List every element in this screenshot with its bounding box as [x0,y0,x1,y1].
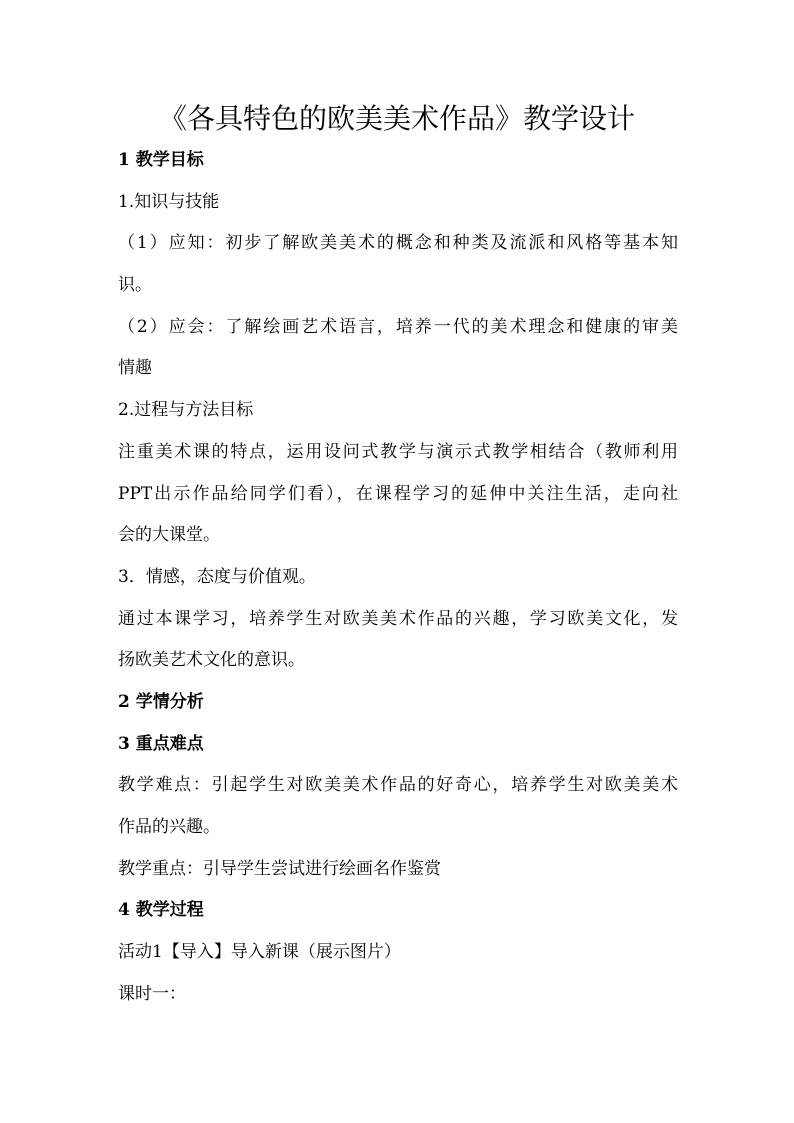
paragraph-line: 会的大课堂。 [118,525,220,546]
section-heading-teaching-process: 4 教学过程 [118,900,204,921]
paragraph-line: 注重美术课的特点，运用设问式教学与演示式教学相结合（教师利用 [118,441,678,462]
subheading-process-methods: 2.过程与方法目标 [118,400,254,421]
paragraph-line: 活动1【导入】导入新课（展示图片） [118,942,401,963]
section-heading-key-points: 3 重点难点 [118,733,204,754]
document-body [118,140,678,1015]
section-heading-student-analysis: 2 学情分析 [118,691,204,712]
paragraph-line: PPT出示作品给同学们看），在课程学习的延伸中关注生活，走向社 [118,483,678,504]
paragraph-line: 扬欧美艺术文化的意识。 [118,650,305,671]
paragraph-line: 作品的兴趣。 [118,817,220,837]
paragraph-line: 教学难点：引起学生对欧美美术作品的好奇心，培养学生对欧美美术 [118,775,678,796]
paragraph-line: 课时一： [118,983,186,1004]
subheading-emotion-values: 3．情感，态度与价值观。 [118,566,316,587]
paragraph-line: （2）应会：了解绘画艺术语言，培养一代的美术理念和健康的审美 [118,316,678,337]
subheading-knowledge-skills: 1.知识与技能 [118,191,220,212]
paragraph-line: 情趣 [118,358,152,379]
paragraph-line: （1）应知：初步了解欧美美术的概念和种类及流派和风格等基本知 [118,233,678,254]
paragraph-line: 教学重点：引导学生尝试进行绘画名作鉴赏 [118,858,441,879]
paragraph-line: 通过本课学习，培养学生对欧美美术作品的兴趣，学习欧美文化，发 [118,608,678,629]
paragraph-line: 识。 [118,275,152,296]
section-heading-teaching-goals: 1 教学目标 [118,150,204,170]
document-title: 《各具特色的欧美美术作品》教学设计 [158,102,635,135]
